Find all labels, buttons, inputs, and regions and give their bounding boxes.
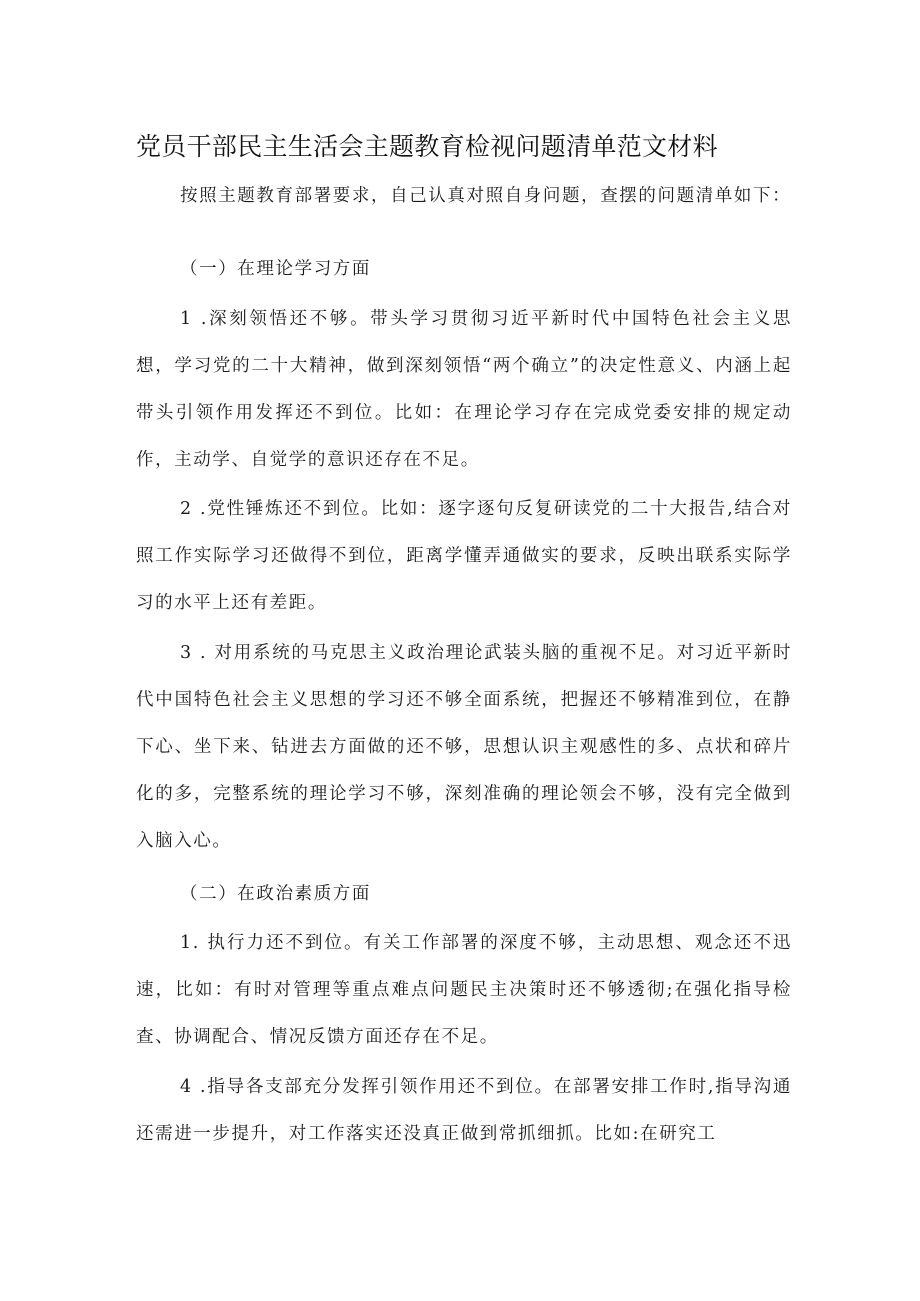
intro-paragraph: 按照主题教育部署要求，自己认真对照自身问题，查摆的问题清单如下： (180, 186, 792, 206)
paragraph-item: 2 .党性锤炼还不到位。比如：逐字逐句反复研读党的二十大报告,结合对照工作实际学习还做得不到位，距离学懂弄通做实的要求，反映出联系实际学习的水平上还有差距。 (136, 499, 792, 613)
section-heading-theory-study: （一）在理论学习方面 (180, 259, 371, 279)
paragraph-item: 3 . 对用系统的马克思主义政治理论武装头脑的重视不足。对习近平新时代中国特色社会主义思想的学习还不够全面系统，把握还不够精准到位，在静下心、坐下来、钻进去方面做的还不够，思想认识主观感性的多、点状和碎片化的多，完整系统的理论学习不够，深刻准确的理论领会不够，没有完全做到入脑入心。 (136, 643, 792, 851)
document-title: 党员干部民主生活会主题教育检视问题清单范文材料 (136, 132, 718, 161)
paragraph-item: 1 .深刻领悟还不够。带头学习贯彻习近平新时代中国特色社会主义思想，学习党的二十大精神，做到深刻领悟“两个确立”的决定性意义、内涵上起带头引领作用发挥还不到位。比如：在理论学习存在完成党委安排的规定动作，主动学、自觉学的意识还存在不足。 (136, 309, 792, 470)
section-heading-political-quality: （二）在政治素质方面 (180, 884, 371, 904)
paragraph-item: 1. 执行力还不到位。有关工作部署的深度不够，主动思想、观念还不迅速，比如：有时对管理等重点难点问题民主决策时还不够透彻;在强化指导检查、协调配合、情况反馈方面还存在不足。 (136, 933, 792, 1047)
paragraph-item: 4 .指导各支部充分发挥引领作用还不到位。在部署安排工作时,指导沟通还需进一步提升，对工作落实还没真正做到常抓细抓。比如:在研究工 (136, 1077, 792, 1144)
